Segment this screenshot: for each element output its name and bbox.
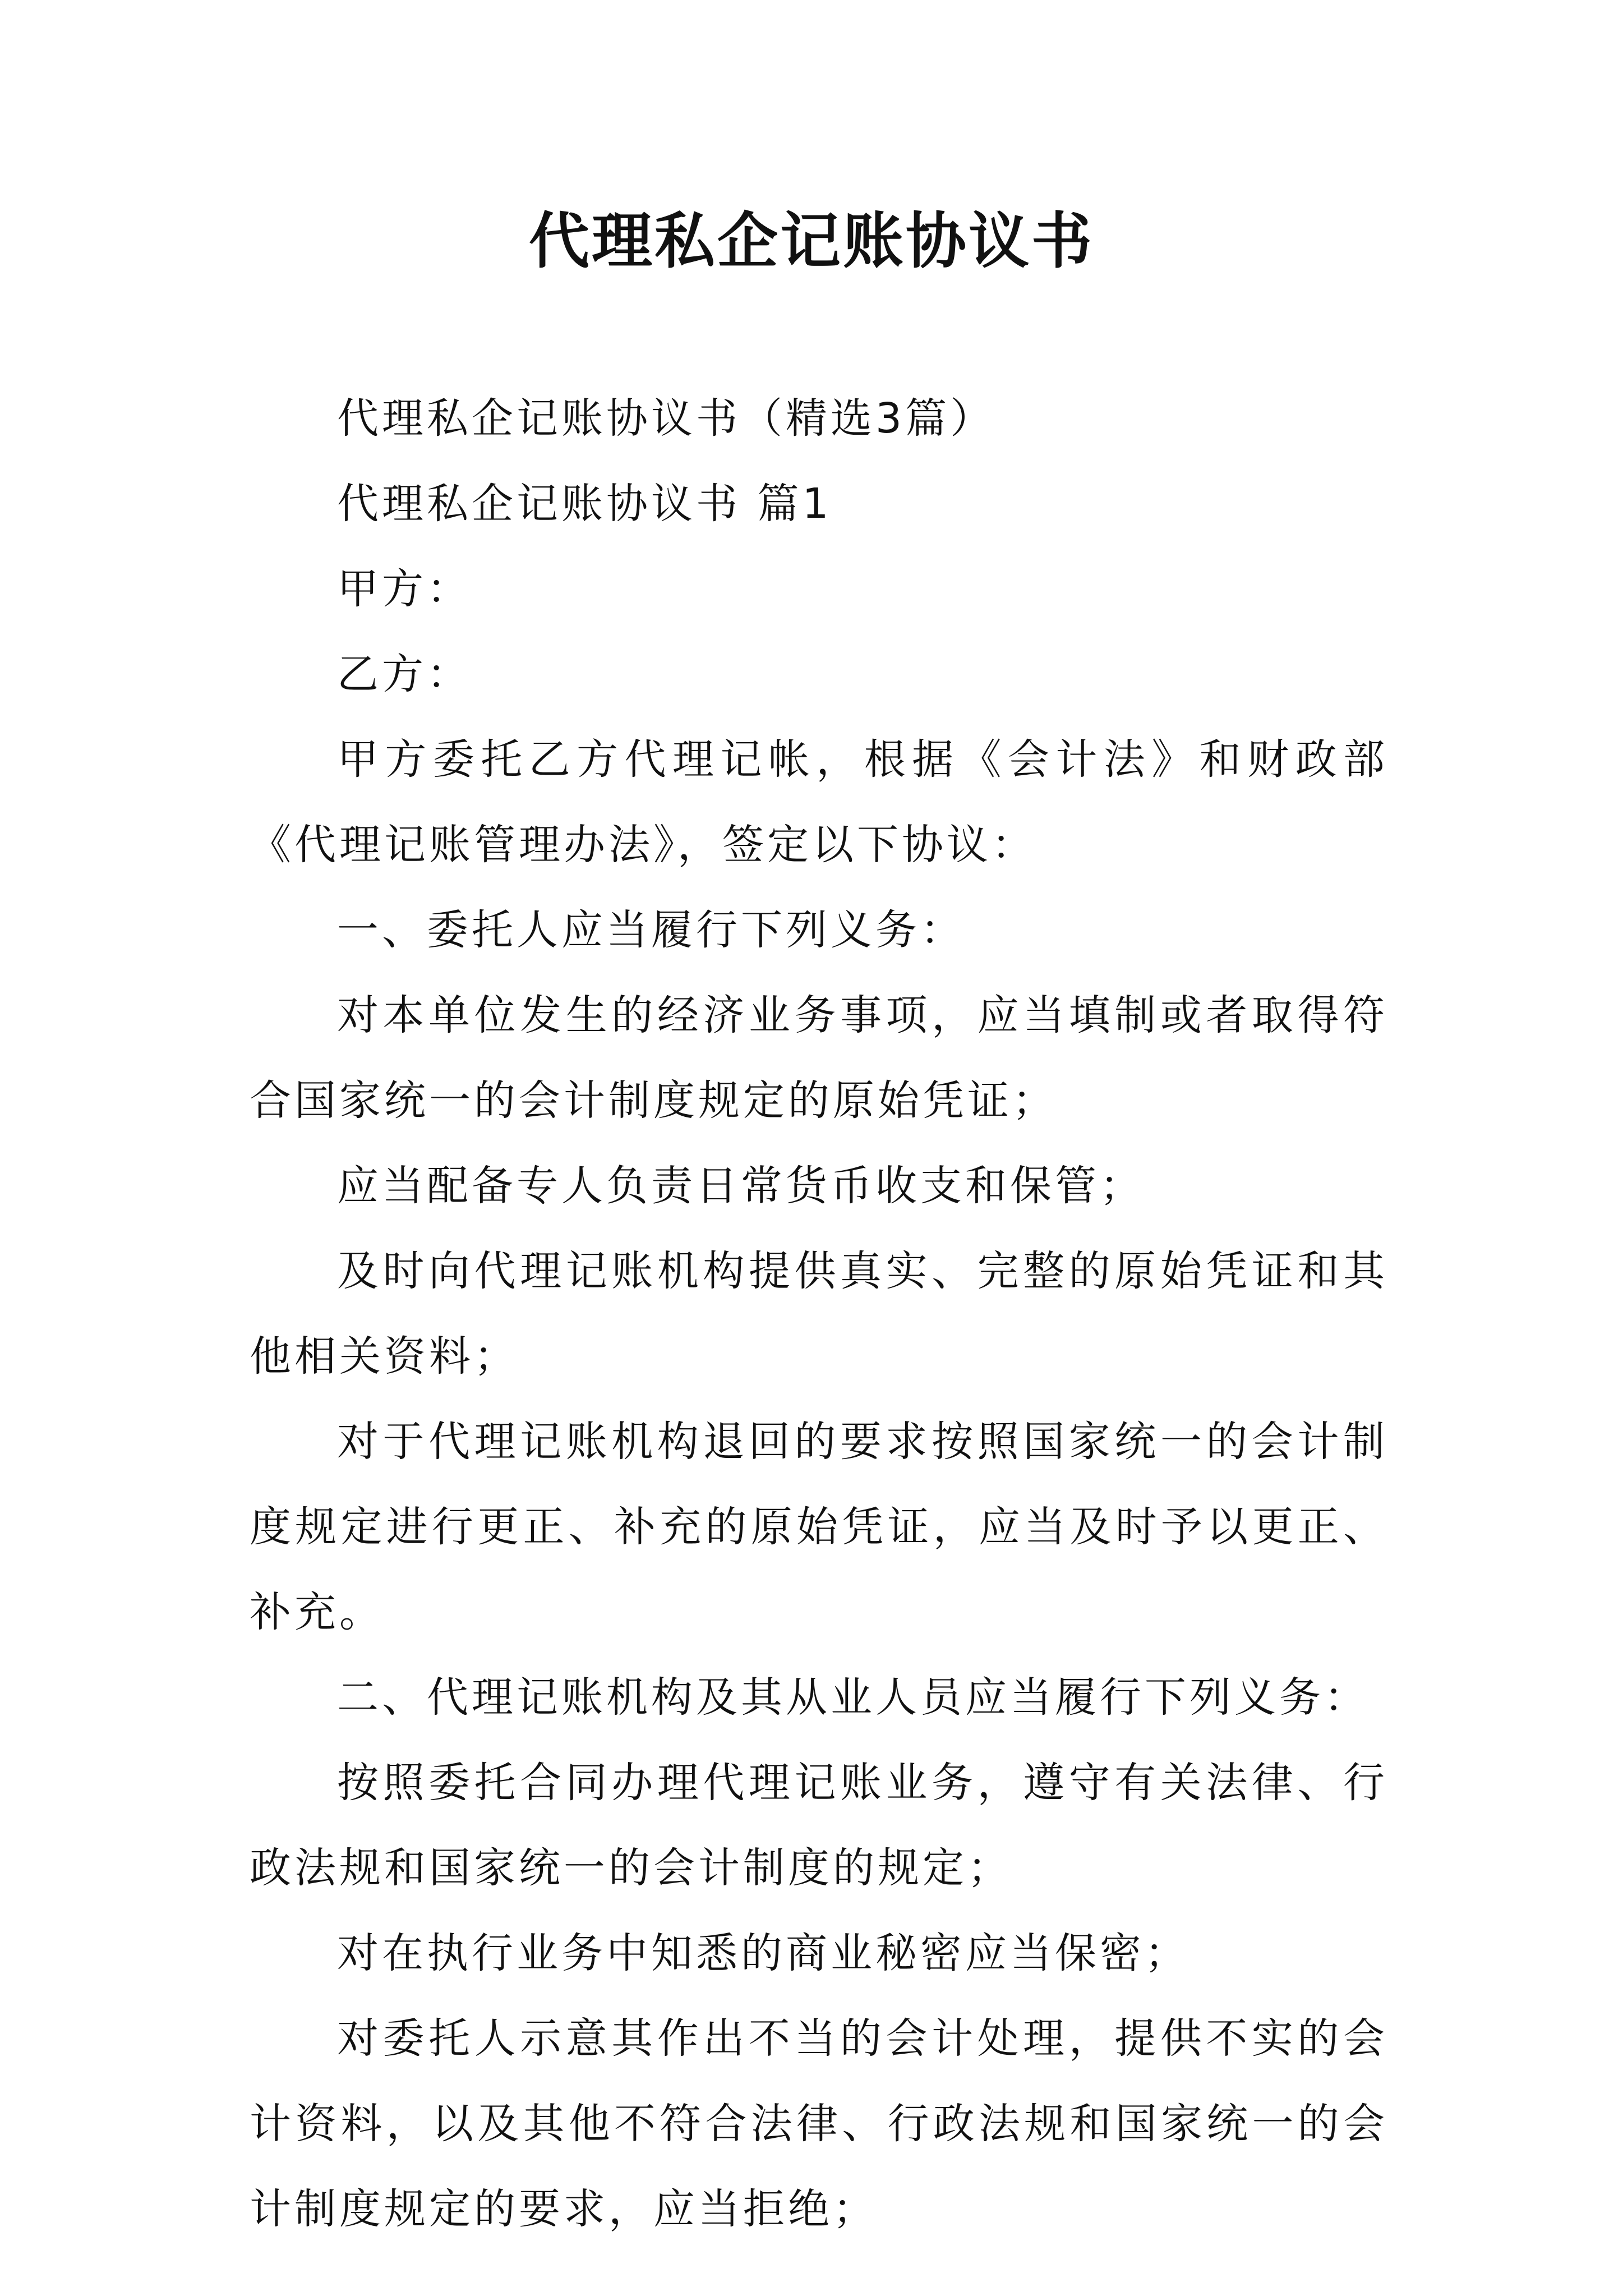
paragraph-party-a: 甲方：: [337, 565, 472, 613]
paragraph-section-2-item-3: 对委托人示意其作出不当的会计处理，提供不实的会计资料，以及其他不符合法律、行政法规和国家统一的会计制度规定的要求，应当拒绝；: [250, 2014, 1388, 2233]
paragraph-section-1-item-2: 应当配备专人负责日常货币收支和保管；: [337, 1162, 1145, 1210]
paragraph-section-1-heading: 一、委托人应当履行下列义务：: [337, 906, 965, 954]
paragraph-party-b: 乙方：: [337, 650, 472, 698]
paragraph-part-heading: 代理私企记账协议书 篇1: [337, 480, 832, 528]
document-body: [250, 376, 1388, 2252]
paragraph-intro: 甲方委托乙方代理记帐，根据《会计法》和财政部《代理记账管理办法》，签定以下协议：: [250, 735, 1388, 869]
paragraph-section-1-item-4: 对于代理记账机构退回的要求按照国家统一的会计制度规定进行更正、补充的原始凭证，应当及时予以更正、补充。: [250, 1418, 1388, 1636]
document-title: 代理私企记账协议书: [528, 206, 1094, 277]
paragraph-collection-heading: 代理私企记账协议书（精选3篇）: [337, 394, 995, 443]
paragraph-section-2-item-1: 按照委托合同办理代理记账业务，遵守有关法律、行政法规和国家统一的会计制度的规定；: [250, 1759, 1388, 1892]
paragraph-section-1-item-1: 对本单位发生的经济业务事项，应当填制或者取得符合国家统一的会计制度规定的原始凭证；: [250, 991, 1388, 1125]
paragraph-section-2-item-2: 对在执行业务中知悉的商业秘密应当保密；: [337, 1929, 1189, 1977]
paragraph-section-2-heading: 二、代理记账机构及其从业人员应当履行下列义务：: [337, 1673, 1369, 1722]
paragraph-section-1-item-3: 及时向代理记账机构提供真实、完整的原始凭证和其他相关资料；: [250, 1247, 1388, 1381]
